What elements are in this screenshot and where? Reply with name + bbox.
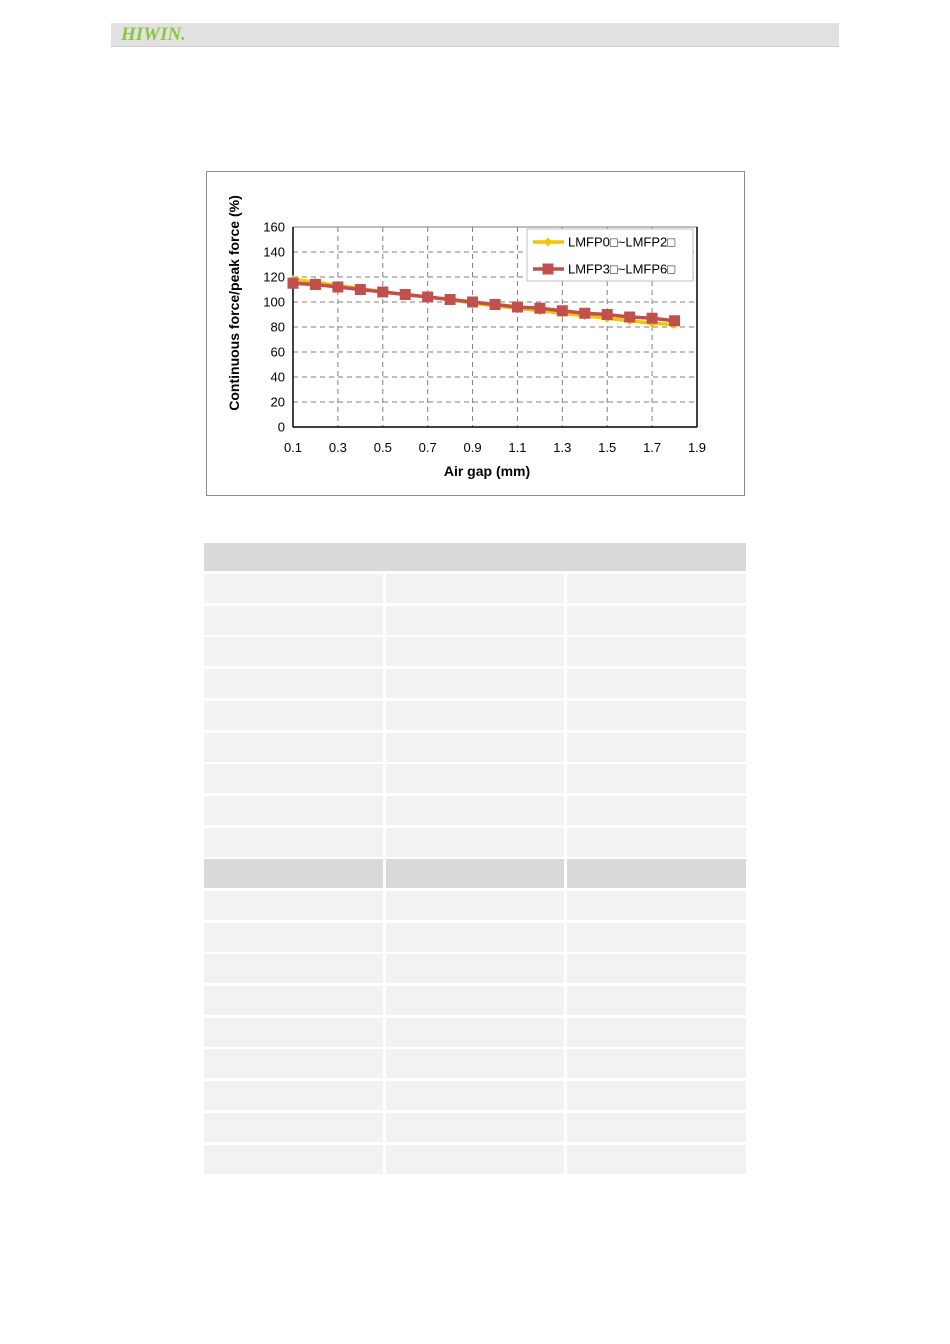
y-tick-label: 160	[263, 219, 285, 235]
table-cell	[386, 669, 564, 698]
series-2-point	[557, 305, 568, 316]
table-cell	[567, 637, 746, 666]
y-tick-label: 0	[277, 419, 285, 435]
legend-swatch-marker	[543, 264, 554, 275]
table-cell	[567, 1145, 746, 1174]
series-2-point	[467, 297, 478, 308]
x-tick-label: 1.5	[598, 440, 617, 455]
series-2-point	[647, 313, 658, 324]
table-cell	[386, 923, 564, 952]
table-cell	[567, 954, 746, 983]
y-tick-label: 60	[270, 344, 285, 360]
table-cell	[204, 669, 383, 698]
legend-label: LMFP0□~LMFP2□	[568, 234, 676, 250]
table-cell	[567, 733, 746, 762]
table-cell	[386, 733, 564, 762]
table-cell	[567, 764, 746, 793]
x-tick-label: 0.7	[418, 440, 437, 455]
series-2-point	[310, 279, 321, 290]
table-cell	[567, 1113, 746, 1142]
x-tick-label: 1.7	[643, 440, 662, 455]
x-axis-label: Air gap (mm)	[443, 463, 531, 479]
series-2-point	[332, 282, 343, 293]
table-cell	[204, 1081, 383, 1110]
y-axis-label: Continuous force/peak force (%)	[226, 195, 242, 411]
table-cell	[567, 701, 746, 730]
table-cell	[204, 828, 383, 857]
table-cell	[386, 1081, 564, 1110]
table-cell	[386, 574, 564, 603]
table-cell	[567, 574, 746, 603]
table-cell	[204, 574, 383, 603]
table-cell	[204, 1018, 383, 1047]
table-cell	[204, 764, 383, 793]
y-tick-label: 20	[270, 394, 285, 410]
table-cell	[567, 986, 746, 1015]
brand-logo: HIWIN.	[121, 24, 186, 45]
table-cell	[386, 828, 564, 857]
table-cell	[386, 1145, 564, 1174]
y-tick-label: 80	[270, 319, 285, 335]
table-cell	[386, 891, 564, 920]
chart-frame	[206, 171, 745, 496]
series-2-point	[355, 284, 366, 295]
table-cell	[386, 1018, 564, 1047]
table-cell	[204, 733, 383, 762]
series-2-point	[534, 303, 545, 314]
table-cell	[386, 986, 564, 1015]
y-tick-label: 40	[270, 369, 285, 385]
table-cell	[204, 954, 383, 983]
x-tick-label: 1.9	[687, 440, 707, 455]
table-cell	[204, 796, 383, 825]
y-tick-label: 100	[263, 294, 285, 310]
table-cell	[386, 1049, 564, 1078]
legend-label: LMFP3□~LMFP6□	[568, 261, 676, 277]
series-2-point	[512, 302, 523, 313]
table-cell	[386, 764, 564, 793]
series-2-point	[602, 309, 613, 320]
table-cell	[204, 1145, 383, 1174]
table-cell	[567, 669, 746, 698]
table-cell	[204, 891, 383, 920]
series-2-point	[422, 292, 433, 303]
series-2-point	[445, 294, 456, 305]
table-cell	[386, 606, 564, 635]
y-tick-label: 120	[263, 269, 285, 285]
table-cell	[567, 828, 746, 857]
table-cell	[567, 1049, 746, 1078]
table-cell	[204, 606, 383, 635]
x-tick-label: 0.5	[373, 440, 392, 455]
series-2-point	[490, 299, 501, 310]
series-2-point	[400, 289, 411, 300]
series-2-point	[288, 278, 299, 289]
table-cell	[386, 796, 564, 825]
table-cell	[204, 637, 383, 666]
header-bar	[111, 23, 839, 47]
table-cell	[386, 1113, 564, 1142]
y-tick-label: 140	[263, 244, 285, 260]
table-subheader-cell	[204, 859, 383, 888]
table-subheader-cell	[567, 859, 746, 888]
table-cell	[204, 923, 383, 952]
table-header-row	[204, 543, 746, 571]
series-2-point	[579, 308, 590, 319]
x-tick-label: 0.1	[283, 440, 303, 455]
table-cell	[567, 923, 746, 952]
table-cell	[204, 1049, 383, 1078]
table-cell	[567, 796, 746, 825]
line-chart	[207, 172, 744, 495]
series-2-point	[669, 315, 680, 326]
x-tick-label: 0.3	[328, 440, 347, 455]
x-tick-label: 0.9	[463, 440, 482, 455]
table-cell	[567, 606, 746, 635]
table-cell	[567, 891, 746, 920]
table-cell	[386, 701, 564, 730]
table-cell	[204, 986, 383, 1015]
series-2-point	[624, 312, 635, 323]
table-cell	[204, 1113, 383, 1142]
series-2-point	[377, 287, 388, 298]
table-subheader-cell	[386, 859, 564, 888]
table-cell	[204, 701, 383, 730]
table-cell	[386, 637, 564, 666]
table-cell	[386, 954, 564, 983]
table-cell	[567, 1081, 746, 1110]
table-cell	[567, 1018, 746, 1047]
x-tick-label: 1.3	[553, 440, 572, 455]
x-tick-label: 1.1	[508, 440, 527, 455]
